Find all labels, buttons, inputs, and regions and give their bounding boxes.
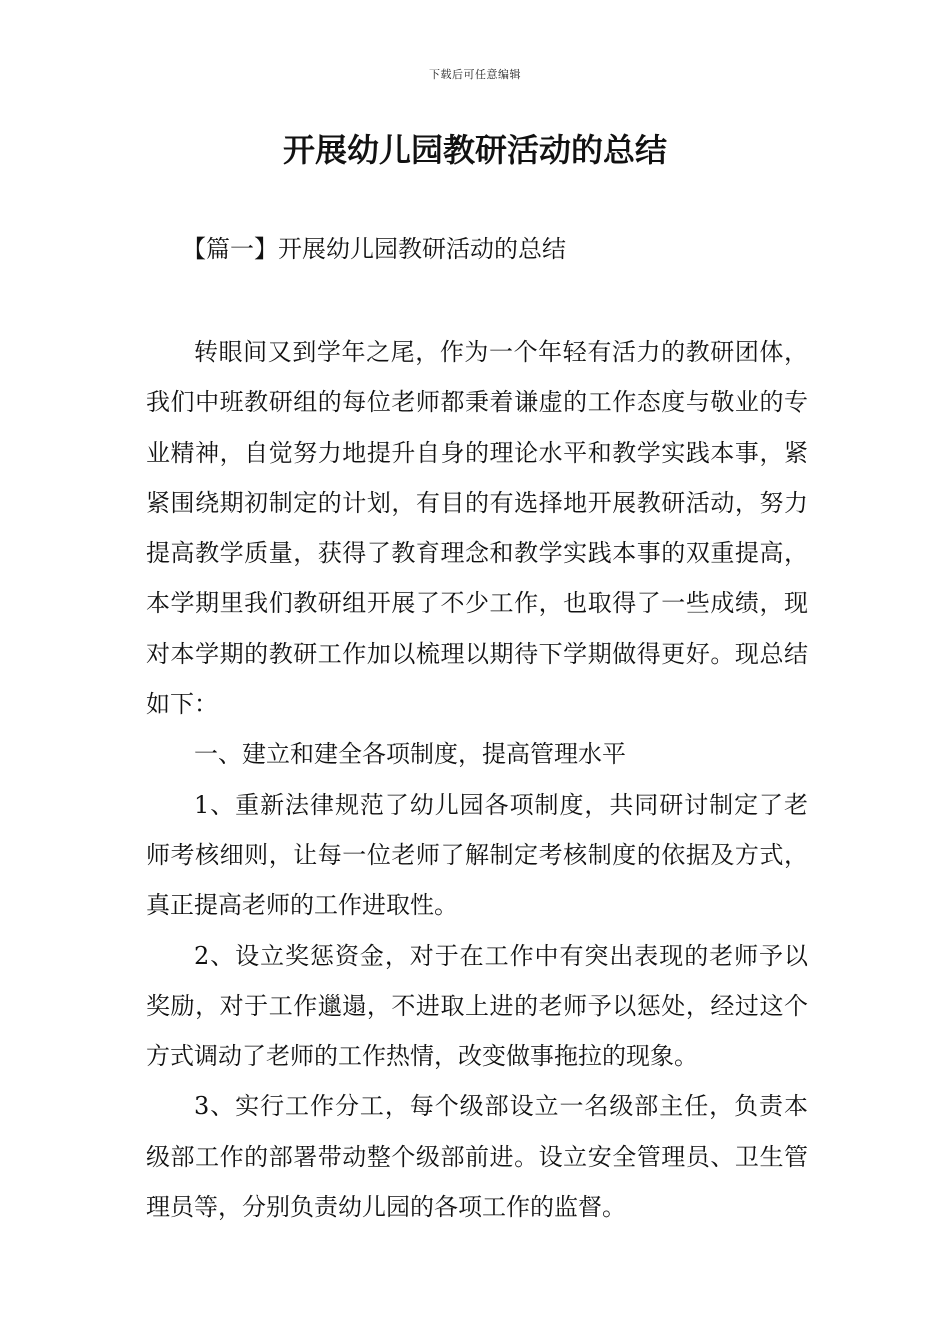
paragraph-item-2: 2、设立奖惩资金，对于在工作中有突出表现的老师予以奖励，对于工作邋遢，不进取上进的老师予以惩处，经过这个方式调动了老师的工作热情，改变做事拖拉的现象。 [146,941,808,1071]
document-body [146,327,808,1232]
paragraph-item-3: 3、实行工作分工，每个级部设立一名级部主任，负责本级部工作的部署带动整个级部前进。设立安全管理员、卫生管理员等，分别负责幼儿园的各项工作的监督。 [146,1092,808,1222]
paragraph-item-1: 1、重新法律规范了幼儿园各项制度，共同研讨制定了老师考核细则，让每一位老师了解制定考核制度的依据及方式，真正提高老师的工作进取性。 [146,790,808,920]
document-title: 开展幼儿园教研活动的总结 [282,131,667,169]
paragraph-intro: 转眼间又到学年之尾，作为一个年轻有活力的教研团体，我们中班教研组的每位老师都秉着谦虚的工作态度与敬业的专业精神，自觉努力地提升自身的理论水平和教学实践本事，紧紧围绕期初制定的计划，有目的有选择地开展教研活动，努力提高教学质量，获得了教育理念和教学实践本事的双重提高，本学期里我们教研组开展了不少工作，也取得了一些成绩，现对本学期的教研工作加以梳理以期待下学期做得更好。现总结如下： [146,338,808,719]
header-note: 下载后可任意编辑 [429,68,521,81]
paragraph-subheading-1: 一、建立和建全各项制度，提高管理水平 [194,740,626,769]
section-heading: 【篇一】开展幼儿园教研活动的总结 [182,235,566,263]
